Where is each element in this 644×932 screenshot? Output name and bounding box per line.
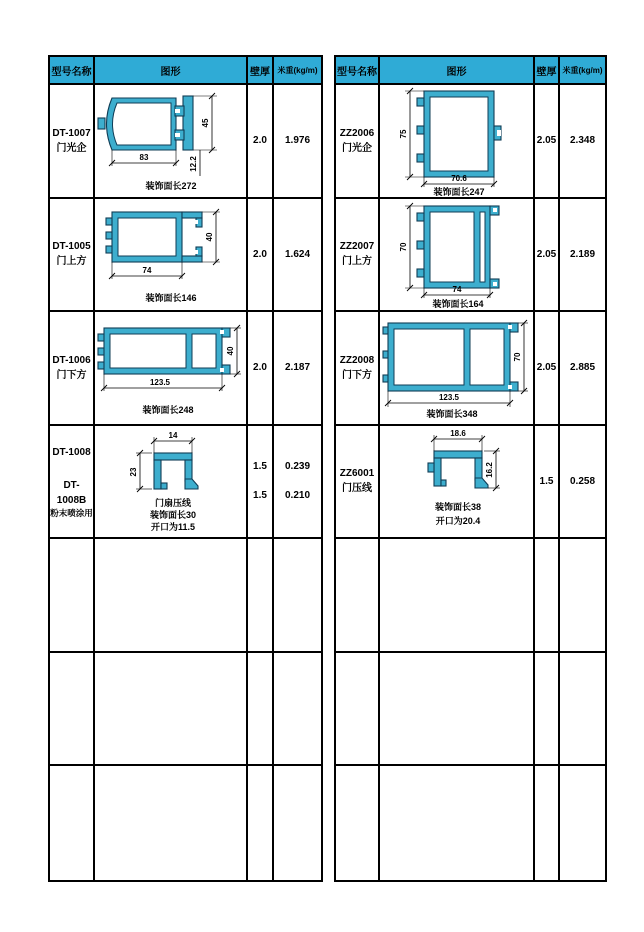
empty-cell (535, 653, 560, 767)
thickness-value: 2.05 (535, 85, 560, 199)
dimension-label-height: 75 (398, 129, 408, 139)
model-code: DT-1008 (52, 446, 91, 458)
empty-cell (535, 539, 560, 653)
column-header-figure: 图形 (95, 57, 248, 85)
column-header-model: 型号名称 (336, 57, 380, 85)
empty-cell (50, 766, 95, 880)
weight-value: 0.210 (284, 490, 311, 502)
profile-drawing-zz2006 (382, 86, 532, 196)
model-cell-zz2007 (336, 199, 380, 313)
profile-table-left (48, 55, 323, 882)
empty-cell (380, 539, 535, 653)
profile-drawing-zz2008 (382, 313, 532, 423)
figure-cell (95, 85, 248, 199)
model-cell-dt-1008 (50, 426, 95, 540)
model-code: DT-1006 (52, 354, 91, 366)
column-header-weight: 米重(kg/m) (560, 57, 605, 85)
figure-cell (95, 426, 248, 540)
figure-caption: 装饰面长38 (434, 502, 481, 513)
dimension-label-height: 23 (128, 468, 138, 477)
empty-cell (50, 653, 95, 767)
empty-cell (95, 539, 248, 653)
figure-caption: 装饰面长30 (149, 510, 196, 521)
empty-cell (380, 766, 535, 880)
weight-value: 2.885 (560, 312, 605, 426)
model-name: 门光企 (56, 142, 87, 154)
model-code: ZZ2006 (339, 127, 375, 139)
dimension-label-width: 74 (142, 266, 151, 276)
dimension-label-width: 70.6 (450, 173, 467, 183)
thickness-value: 2.05 (535, 199, 560, 313)
thickness-value: 2.0 (248, 85, 274, 199)
figure-caption: 门扇压线 (154, 498, 191, 509)
figure-caption: 开口为20.4 (435, 516, 480, 527)
model-cell-zz6001 (336, 426, 380, 540)
profile-table-right (334, 55, 607, 882)
dimension-label-width: 74 (452, 285, 461, 295)
empty-cell (560, 539, 605, 653)
weight-value: 1.976 (274, 85, 321, 199)
dimension-label-width: 123.5 (438, 392, 459, 402)
figure-cell (95, 199, 248, 313)
profile-drawing-dt-1005 (96, 199, 246, 309)
thickness-value: 2.0 (248, 199, 274, 313)
weight-value: 2.187 (274, 312, 321, 426)
empty-cell (95, 653, 248, 767)
empty-cell (274, 539, 321, 653)
model-name: 门下方 (342, 369, 372, 381)
empty-cell (336, 653, 380, 767)
figure-caption: 开口为11.5 (150, 522, 195, 533)
figure-cell (380, 426, 535, 540)
column-header-model: 型号名称 (50, 57, 95, 85)
figure-cell (380, 85, 535, 199)
empty-cell (248, 766, 274, 880)
model-code: DT-1008B (56, 479, 87, 506)
empty-cell (50, 539, 95, 653)
weight-value: 0.239 (284, 461, 311, 473)
thickness-value: 1.5 (253, 461, 267, 473)
column-header-figure: 图形 (380, 57, 535, 85)
thickness-value: 1.5 (535, 426, 560, 540)
model-code: DT-1005 (52, 241, 91, 253)
dimension-label-height: 16.2 (484, 462, 494, 479)
model-name: 门压线 (342, 483, 372, 495)
figure-caption: 装饰面长272 (144, 180, 197, 191)
thickness-value: 1.5 (253, 490, 267, 502)
figure-caption: 装饰面长164 (431, 299, 484, 310)
profile-drawing-dt-1007 (96, 86, 246, 196)
empty-cell (248, 539, 274, 653)
column-header-thickness: 壁厚 (248, 57, 274, 85)
figure-cell (380, 312, 535, 426)
dimension-label-width: 83 (139, 152, 148, 162)
model-cell-dt-1005 (50, 199, 95, 313)
dimension-label-width: 18.6 (449, 429, 466, 439)
dimension-label-height: 40 (225, 346, 235, 356)
empty-cell (336, 539, 380, 653)
model-cell-dt-1006 (50, 312, 95, 426)
column-header-thickness: 壁厚 (535, 57, 560, 85)
model-note: 粉末喷涂用 (50, 507, 93, 518)
dimension-label-height: 70 (512, 352, 522, 362)
model-name: 门上方 (342, 256, 372, 268)
empty-cell (274, 653, 321, 767)
figure-caption: 装饰面长248 (141, 404, 194, 415)
dimension-label-height: 40 (204, 232, 214, 242)
profile-drawing-zz2007 (382, 199, 532, 309)
weight-value: 2.348 (560, 85, 605, 199)
figure-caption: 装饰面长247 (432, 186, 485, 196)
weight-value: 1.624 (274, 199, 321, 313)
figure-cell (380, 199, 535, 313)
model-name: 门上方 (56, 256, 87, 268)
profile-drawing-dt-1006 (96, 313, 246, 423)
profile-drawing-zz6001 (382, 426, 532, 536)
weight-cell (274, 426, 321, 540)
model-cell-zz2008 (336, 312, 380, 426)
model-cell-dt-1007 (50, 85, 95, 199)
empty-cell (380, 653, 535, 767)
weight-value: 2.189 (560, 199, 605, 313)
empty-cell (274, 766, 321, 880)
empty-cell (248, 653, 274, 767)
dimension-label-width: 123.5 (149, 377, 170, 387)
weight-value: 0.258 (560, 426, 605, 540)
dimension-label-width: 14 (168, 431, 177, 441)
model-name: 门光企 (342, 142, 372, 154)
empty-cell (336, 766, 380, 880)
model-code: ZZ6001 (339, 468, 375, 480)
column-header-weight: 米重(kg/m) (274, 57, 321, 85)
empty-cell (560, 766, 605, 880)
figure-caption: 装饰面长348 (425, 408, 478, 419)
figure-caption: 装饰面长146 (144, 293, 197, 304)
thickness-cell (248, 426, 274, 540)
model-code: ZZ2008 (339, 354, 375, 366)
empty-cell (560, 653, 605, 767)
thickness-value: 2.0 (248, 312, 274, 426)
empty-cell (535, 766, 560, 880)
empty-cell (95, 766, 248, 880)
dimension-label-height: 70 (398, 242, 408, 252)
profile-drawing-dt-1008 (96, 426, 246, 536)
dimension-label-height: 45 (200, 118, 210, 128)
model-cell-zz2006 (336, 85, 380, 199)
model-name: 门下方 (56, 369, 87, 381)
dimension-label-offset: 12.2 (188, 155, 198, 172)
model-code: DT-1007 (52, 127, 91, 139)
thickness-value: 2.05 (535, 312, 560, 426)
model-code: ZZ2007 (339, 241, 375, 253)
figure-cell (95, 312, 248, 426)
